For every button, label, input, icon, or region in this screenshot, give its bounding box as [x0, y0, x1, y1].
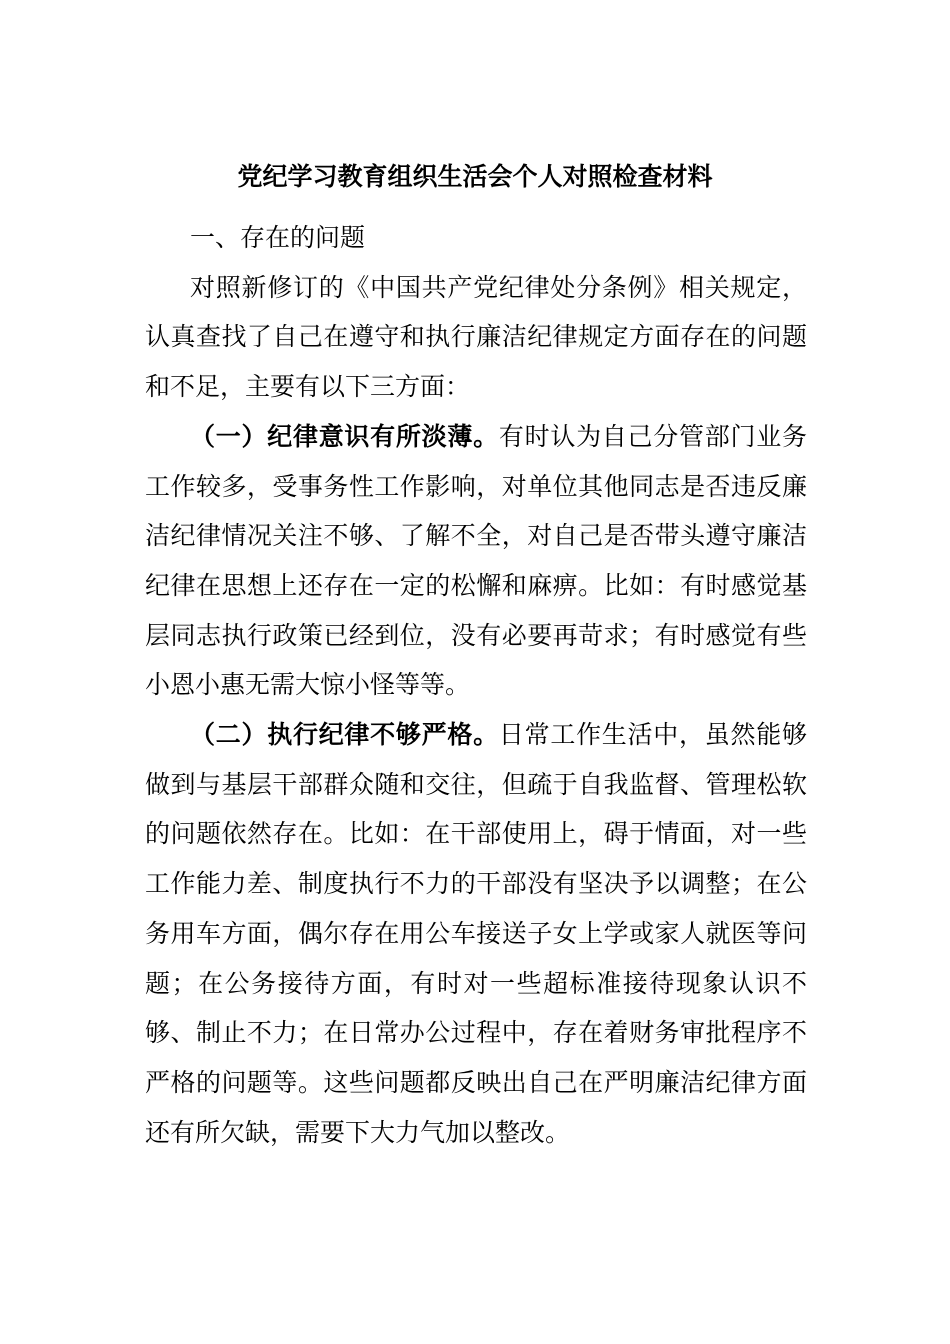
item-2-lead: （二）执行纪律不够严格。	[190, 720, 499, 750]
document-title: 党纪学习教育组织生活会个人对照检查材料	[237, 162, 713, 191]
item-1-text: 有时认为自己分管部门业务工作较多，受事务性工作影响，对单位其他同志是否违反廉洁纪律情况关注不够、了解不全，对自己是否带头遵守廉洁纪律在思想上还存在一定的松懈和麻痹。比如：有时感觉基层同志执行政策已经到位，没有必要再苛求；有时感觉有些小恩小惠无需大惊小怪等等。	[145, 421, 807, 700]
document-body	[145, 213, 807, 1157]
intro-paragraph: 对照新修订的《中国共产党纪律处分条例》相关规定，认真查找了自己在遵守和执行廉洁纪律规定方面存在的问题和不足，主要有以下三方面：	[145, 272, 807, 402]
item-paragraph-2	[145, 710, 807, 1157]
item-1-lead: （一）纪律意识有所淡薄。	[190, 421, 499, 451]
section-heading: 一、存在的问题	[190, 223, 366, 252]
item-paragraph-1	[145, 412, 807, 710]
item-2-text: 日常工作生活中，虽然能够做到与基层干部群众随和交往，但疏于自我监督、管理松软的问题依然存在。比如：在干部使用上，碍于情面，对一些工作能力差、制度执行不力的干部没有坚决予以调整；在公务用车方面，偶尔存在用公车接送子女上学或家人就医等问题；在公务接待方面，有时对一些超标准接待现象认识不够、制止不力；在日常办公过程中，存在着财务审批程序不严格的问题等。这些问题都反映出自己在严明廉洁纪律方面还有所欠缺，需要下大力气加以整改。	[145, 720, 807, 1147]
